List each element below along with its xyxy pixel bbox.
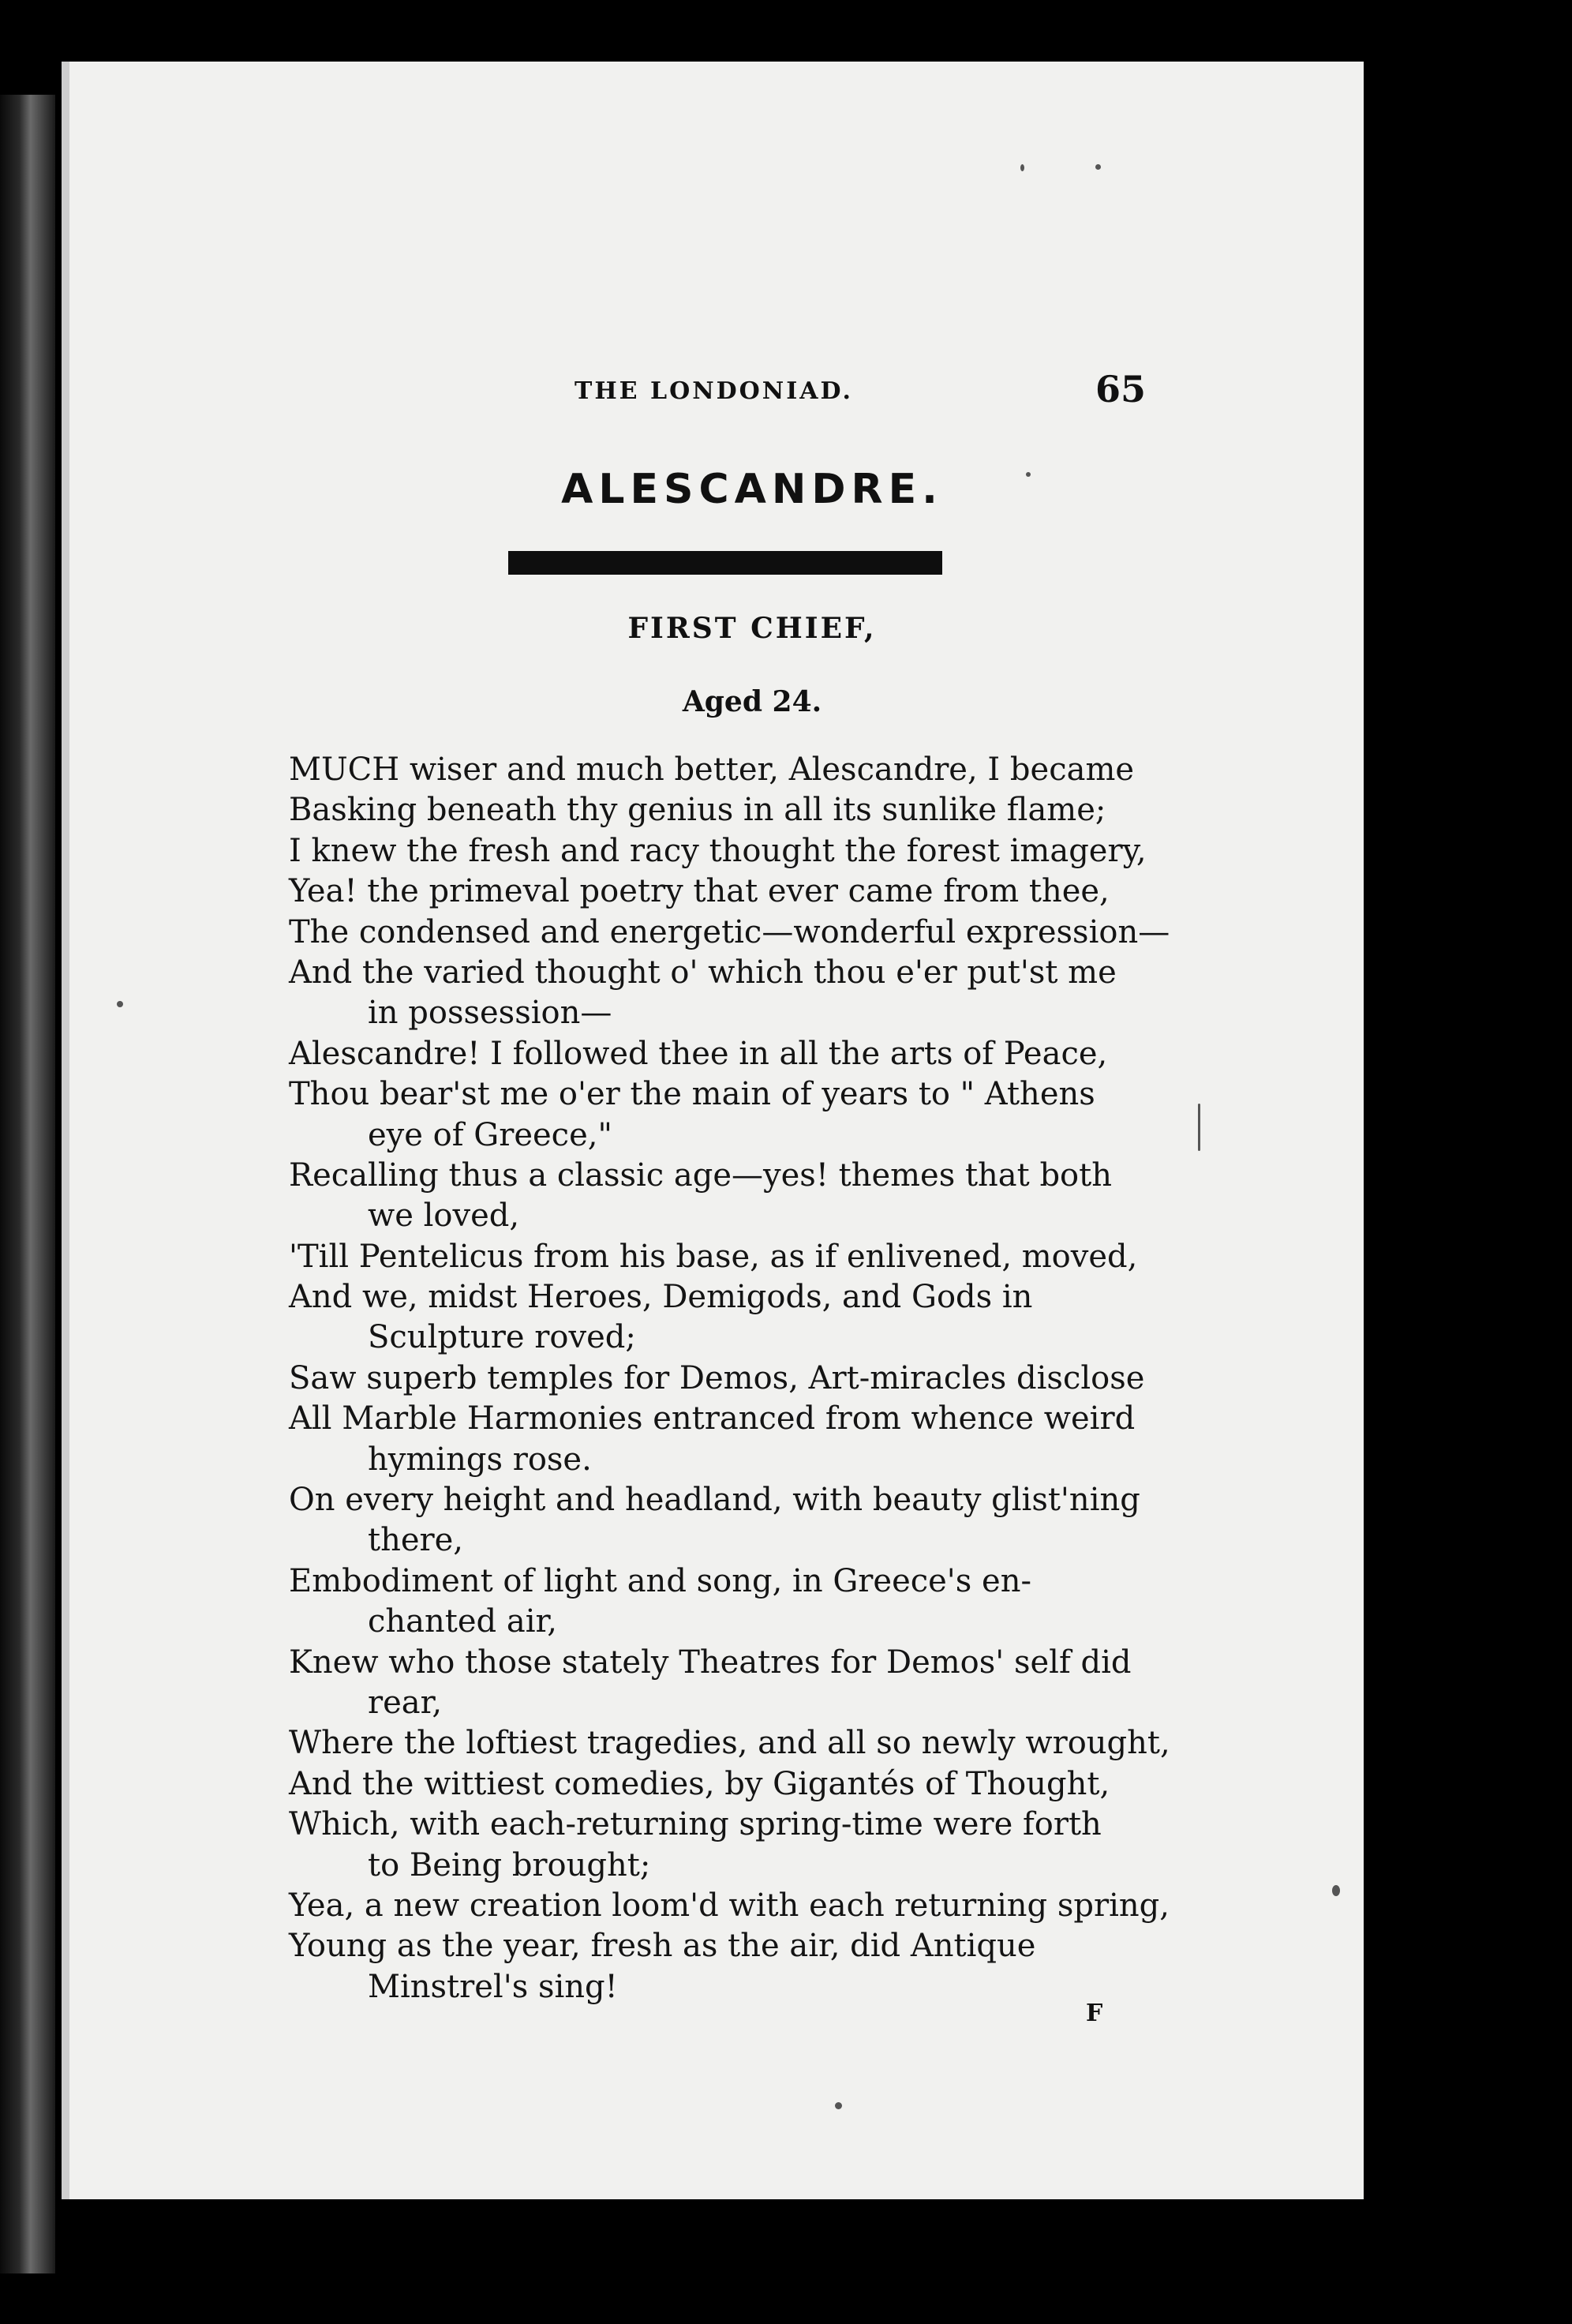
poem-line-continuation: chanted air, — [368, 1603, 557, 1640]
title-rule — [508, 551, 942, 575]
poem-line-continuation: rear, — [368, 1684, 443, 1721]
running-head — [69, 368, 1364, 417]
poem-body — [289, 750, 1236, 2007]
dust-speck — [1198, 1104, 1200, 1151]
poem-line: And we, midst Heroes, Demigods, and Gods in — [289, 1279, 1033, 1316]
poem-line: Yea! the primeval poetry that ever came from thee, — [289, 873, 1110, 910]
poem-line: Knew who those stately Theatres for Demos' self did — [289, 1644, 1132, 1681]
poem-line: Where the loftiest tragedies, and all so newly wrought, — [289, 1725, 1170, 1762]
speaker-heading: FIRST CHIEF, — [627, 612, 877, 645]
poem-line: On every height and headland, with beauty glist'ning — [289, 1482, 1140, 1519]
poem-title: ALESCANDRE. — [561, 466, 943, 513]
poem-line-continuation: there, — [368, 1522, 464, 1559]
dust-speck — [1026, 472, 1031, 477]
poem-line: 'Till Pentelicus from his base, as if enlivened, moved, — [289, 1238, 1138, 1275]
running-title: THE LONDONIAD. — [575, 377, 853, 405]
dust-speck — [1095, 164, 1101, 170]
poem-line-continuation: Minstrel's sing! — [368, 1968, 618, 2005]
dust-speck — [1332, 1885, 1340, 1896]
poem-line: Young as the year, fresh as the air, did Antique — [289, 1928, 1036, 1965]
poem-line: Basking beneath thy genius in all its sunlike flame; — [289, 792, 1106, 829]
poem-line-continuation: eye of Greece," — [368, 1116, 612, 1153]
poem-line-continuation: we loved, — [368, 1198, 520, 1235]
poem-line: Alescandre! I followed thee in all the arts of Peace, — [289, 1035, 1108, 1072]
poem-line-continuation: to Being brought; — [368, 1846, 651, 1884]
poem-line-continuation: in possession— — [368, 995, 612, 1032]
dust-speck — [117, 1001, 123, 1007]
poem-line-continuation: hymings rose. — [368, 1441, 592, 1478]
poem-line: All Marble Harmonies entranced from whence weird — [289, 1400, 1136, 1438]
book-page — [62, 62, 1364, 2199]
poem-line: The condensed and energetic—wonderful expression— — [289, 913, 1170, 950]
poem-line: MUCH wiser and much better, Alescandre, I became — [289, 752, 1135, 788]
poem-line: Recalling thus a classic age—yes! themes that both — [289, 1156, 1112, 1194]
dust-speck — [1020, 164, 1024, 171]
book-spine — [0, 95, 55, 2273]
page-number: 65 — [1095, 368, 1147, 410]
dust-speck — [835, 2102, 842, 2109]
poem-line: Yea, a new creation loom'd with each returning spring, — [289, 1887, 1170, 1924]
speaker-age: Aged 24. — [682, 685, 822, 718]
signature-mark: F — [1086, 2000, 1103, 2027]
poem-line: Thou bear'st me o'er the main of years to " Athens — [289, 1076, 1095, 1113]
poem-line: Which, with each-returning spring-time were forth — [289, 1806, 1102, 1843]
poem-line: Saw superb temples for Demos, Art-miracles disclose — [289, 1359, 1145, 1396]
poem-line-continuation: Sculpture roved; — [368, 1319, 636, 1356]
poem-line: Embodiment of light and song, in Greece's en- — [289, 1562, 1031, 1599]
poem-line: I knew the fresh and racy thought the forest imagery, — [289, 832, 1147, 869]
poem-line: And the varied thought o' which thou e'er put'st me — [289, 954, 1117, 991]
poem-line: And the wittiest comedies, by Gigantés of Thought, — [289, 1765, 1110, 1802]
